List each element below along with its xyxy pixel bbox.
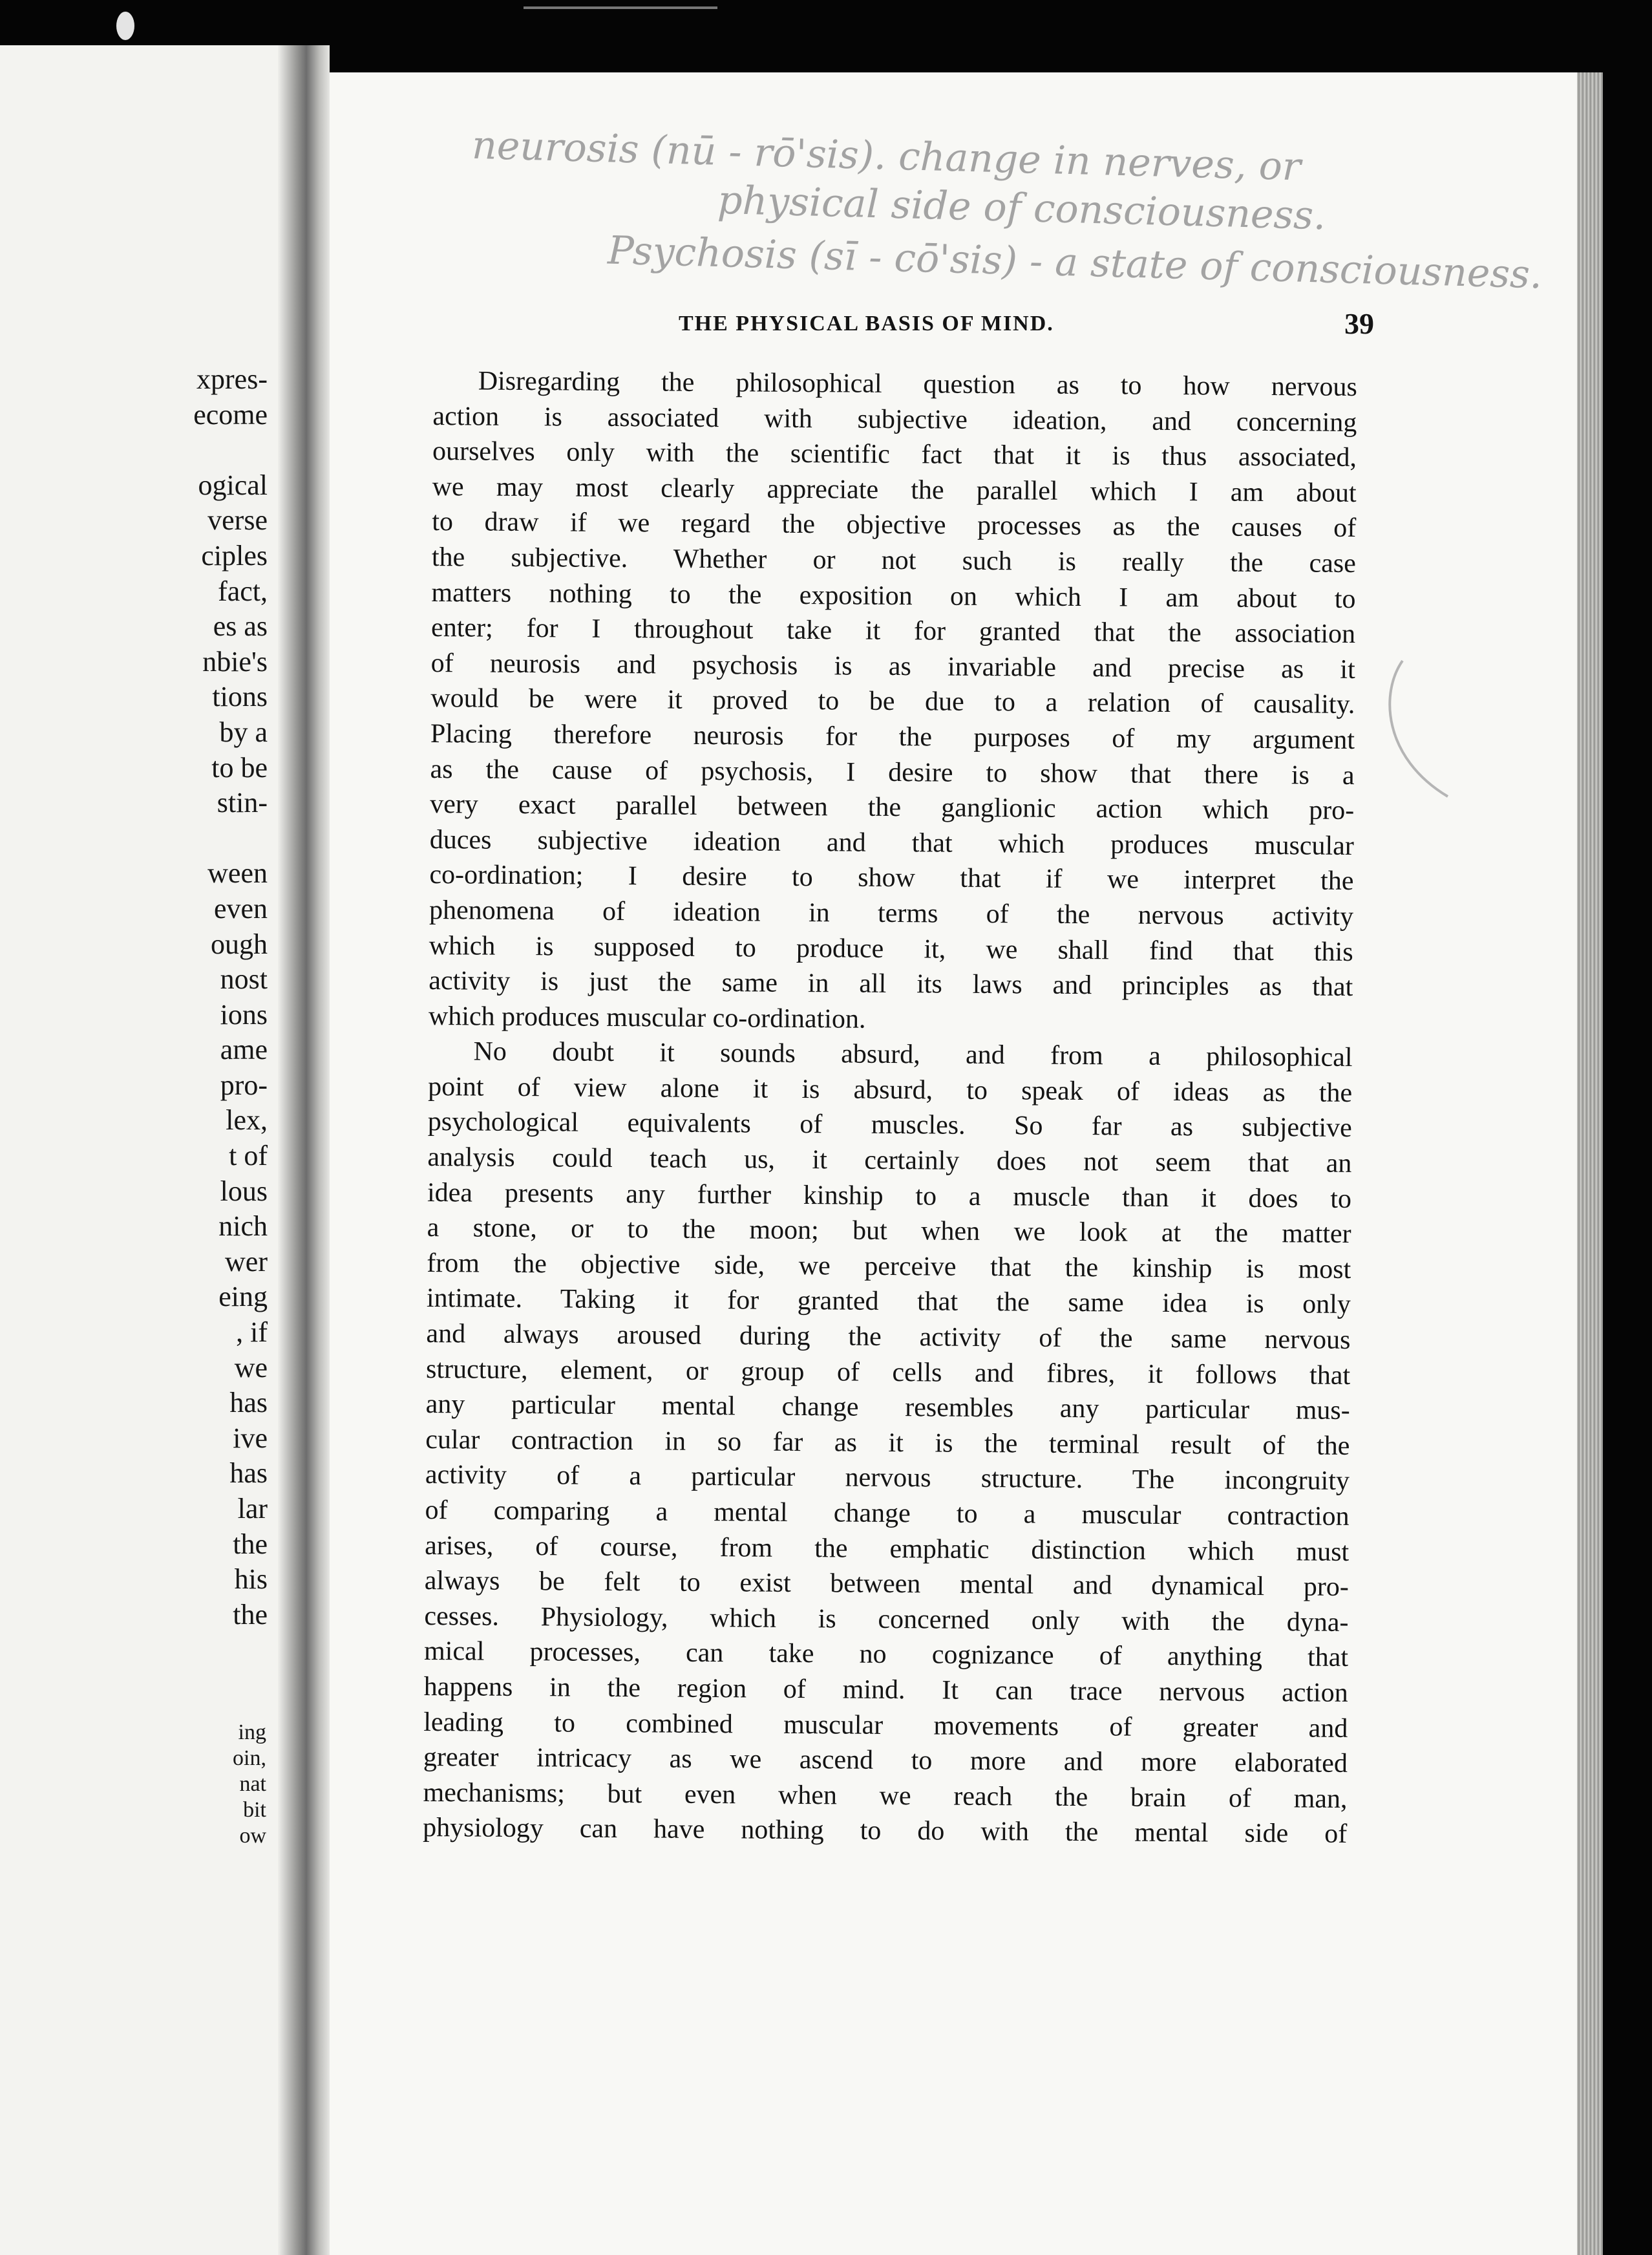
- left-page-fragment: has: [229, 1387, 268, 1419]
- body-line: a stone, or to the moon; but when we look at the matter: [427, 1213, 1351, 1250]
- left-page-fragment: to be: [211, 751, 268, 784]
- body-line: happens in the region of mind. It can trace nervous action: [423, 1671, 1348, 1708]
- body-line: always be felt to exist between mental and dynamical pro-: [424, 1566, 1349, 1603]
- body-line: as the cause of psychosis, I desire to show that there is a: [430, 754, 1355, 791]
- body-line: intimate. Taking it for granted that the same idea is only: [426, 1283, 1351, 1320]
- body-line: matters nothing to the exposition on which I am about to: [431, 577, 1356, 614]
- body-line: ourselves only with the scientific fact that it is thus associated,: [432, 436, 1357, 473]
- body-line: leading to combined muscular movements of greater and: [423, 1707, 1348, 1744]
- body-line: of neurosis and psychosis is as invariable and precise as it: [430, 648, 1355, 685]
- left-page-fragment: ough: [211, 928, 268, 960]
- body-line: co-ordination; I desire to show that if we interpret the: [429, 860, 1354, 897]
- left-page-fragment: lex,: [226, 1104, 268, 1137]
- left-page-fragment: verse: [207, 504, 268, 537]
- left-page-fragment: xpres-: [196, 363, 268, 395]
- annotation-neurosis: neurosis (nū - rō'sis). change in nerves, or: [471, 122, 1302, 190]
- left-page-fragment: lar: [237, 1493, 268, 1524]
- page-edge: [1577, 72, 1603, 2255]
- body-line: action is associated with subjective ideation, and concerning: [432, 401, 1357, 438]
- left-page-fragment: es as: [213, 610, 268, 643]
- left-page-fragment: by a: [219, 716, 268, 748]
- body-line: enter; for I throughout take it for granted that the association: [430, 613, 1356, 650]
- body-line: cular contraction in so far as it is the terminal result of the: [425, 1424, 1350, 1461]
- left-page-fragment: nbie's: [202, 645, 268, 678]
- scan-scratch: [524, 6, 717, 9]
- left-page-text-fragments: [193, 362, 268, 1632]
- left-page-footnote-fragment: ow: [239, 1824, 266, 1848]
- left-page-fragment: nich: [218, 1210, 268, 1243]
- body-line: structure, element, or group of cells and fibres, it follows that: [425, 1354, 1351, 1391]
- left-page-fragment: t of: [229, 1140, 268, 1172]
- left-page-footnote-fragment: bit: [243, 1798, 266, 1822]
- body-line: Disregarding the philosophical question as to how nervous: [478, 366, 1357, 402]
- left-page-fragment: lous: [220, 1175, 268, 1207]
- body-line: activity is just the same in all its laws and principles as that: [429, 966, 1353, 1003]
- left-page-fragment: the: [233, 1528, 268, 1560]
- left-page-fragment: nost: [220, 963, 268, 996]
- left-page-fragment: ween: [207, 857, 268, 890]
- left-page-fragment: we: [234, 1351, 268, 1384]
- body-line: to draw if we regard the objective processes as the causes of: [432, 507, 1357, 544]
- body-line: mechanisms; but even when we reach the brain of man,: [423, 1777, 1348, 1814]
- running-head: THE PHYSICAL BASIS OF MIND.: [679, 312, 1054, 336]
- body-line: Placing therefore neurosis for the purposes of my argument: [430, 718, 1355, 755]
- body-line: phenomena of ideation in terms of the nervous activity: [429, 895, 1354, 932]
- left-page-footnote-fragments: [233, 1720, 266, 1849]
- left-page-fragment: wer: [225, 1245, 268, 1277]
- body-line: activity of a particular nervous structure. The incongruity: [425, 1460, 1350, 1497]
- left-page-fragment: has: [229, 1457, 268, 1490]
- body-line: the subjective. Whether or not such is really the case: [431, 542, 1357, 579]
- left-page-fragment: tions: [212, 681, 268, 713]
- body-line: mical processes, can take no cognizance of anything that: [423, 1636, 1349, 1673]
- left-page-fragment: ciples: [201, 539, 268, 572]
- left-page-fragment: the: [233, 1598, 268, 1630]
- left-page-fragment: ecome: [193, 398, 268, 431]
- left-page-fragment: pro-: [220, 1069, 268, 1101]
- scan-speck: [116, 12, 134, 40]
- body-line: physiology can have nothing to do with the mental side of: [423, 1813, 1348, 1850]
- margin-pencil-mark: [1377, 654, 1454, 809]
- body-line: from the objective side, we perceive that the kinship is most: [427, 1248, 1351, 1285]
- left-page-fragment: ions: [220, 998, 268, 1031]
- body-line: idea presents any further kinship to a muscle than it does to: [427, 1177, 1352, 1214]
- body-line: of comparing a mental change to a muscular contraction: [425, 1495, 1350, 1532]
- left-page-fragment: ogical: [198, 469, 268, 501]
- left-page-fragment: [193, 821, 268, 857]
- left-page-fragment: his: [234, 1563, 268, 1596]
- left-page-fragment: , if: [236, 1316, 268, 1349]
- body-line: analysis could teach us, it certainly does not seem that an: [427, 1142, 1352, 1179]
- body-line: duces subjective ideation and that which produces muscular: [429, 824, 1354, 861]
- left-page-fragment: ame: [220, 1034, 268, 1066]
- handwritten-annotations: [459, 122, 1571, 298]
- left-facing-page: [0, 45, 278, 2255]
- body-line: arises, of course, from the emphatic distinction which must: [425, 1530, 1350, 1567]
- left-page-fragment: eing: [218, 1281, 268, 1313]
- annotation-psychosis: Psychosis (sī - cō'sis) - a state of consciousness.: [607, 228, 1543, 298]
- body-line: and always aroused during the activity of the same nervous: [426, 1318, 1351, 1355]
- left-page-footnote-fragment: nat: [239, 1772, 266, 1796]
- body-line: psychological equivalents of muscles. So far as subjective: [427, 1107, 1352, 1144]
- left-page-fragment: [193, 433, 268, 468]
- body-line: which produces muscular co-ordination.: [428, 1001, 866, 1034]
- body-line: which is supposed to produce it, we shall find that this: [429, 930, 1353, 967]
- body-line: No doubt it sounds absurd, and from a philosophical: [473, 1036, 1353, 1073]
- body-line: point of view alone it is absurd, to speak of ideas as the: [428, 1071, 1353, 1108]
- page-number: 39: [1344, 307, 1374, 340]
- right-page: [330, 72, 1603, 2255]
- annotation-physical-side: physical side of consciousness.: [717, 177, 1327, 239]
- body-line: very exact parallel between the ganglionic action which pro-: [430, 789, 1355, 826]
- body-text: [423, 363, 1357, 1852]
- book-gutter: [278, 45, 330, 2255]
- left-page-fragment: stin-: [217, 787, 268, 819]
- left-page-fragment: ive: [233, 1422, 268, 1454]
- body-line: cesses. Physiology, which is concerned only with the dyna-: [424, 1601, 1349, 1638]
- body-line: would be were it proved to be due to a relation of causality.: [430, 683, 1355, 720]
- body-line: any particular mental change resembles any particular mus-: [425, 1389, 1350, 1426]
- left-page-fragment: even: [213, 892, 268, 924]
- body-line: greater intricacy as we ascend to more and more elaborated: [423, 1742, 1348, 1779]
- body-line: we may most clearly appreciate the parallel which I am about: [432, 471, 1357, 508]
- left-page-fragment: fact,: [218, 575, 268, 607]
- left-page-footnote-fragment: oin,: [233, 1746, 266, 1770]
- left-page-footnote-fragment: ing: [238, 1720, 266, 1744]
